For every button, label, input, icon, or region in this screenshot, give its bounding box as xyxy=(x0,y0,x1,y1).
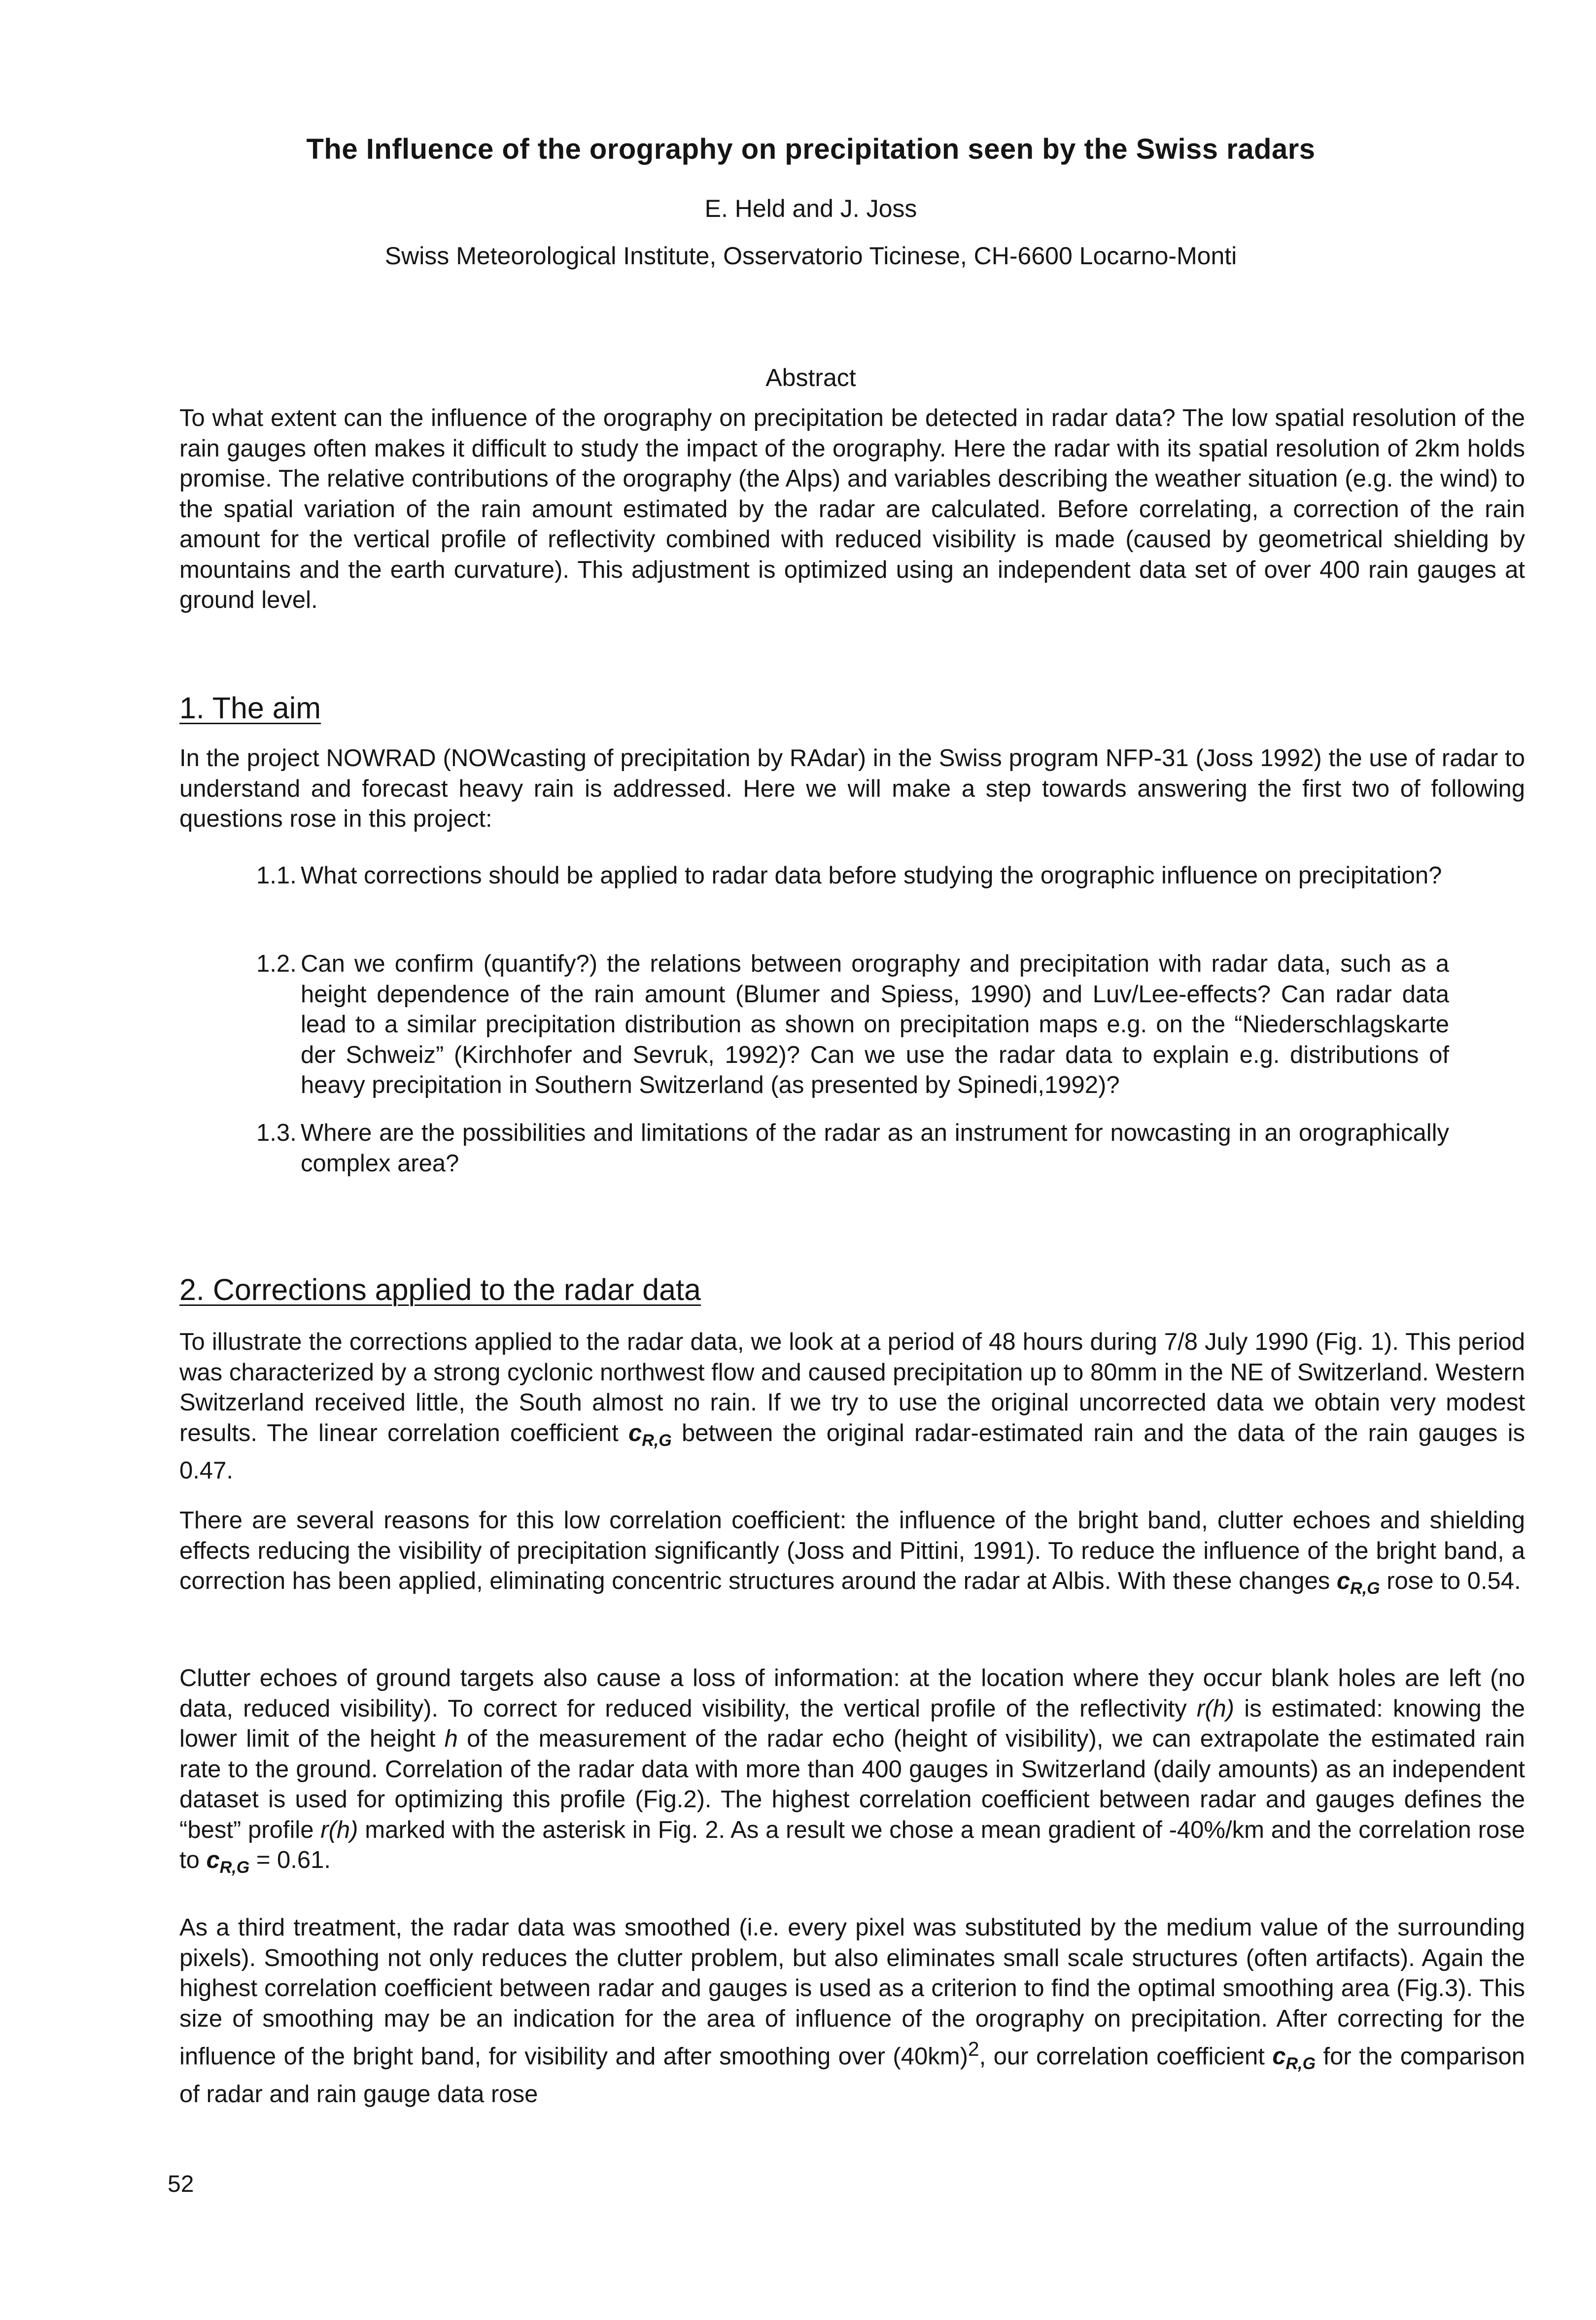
question-1-1 xyxy=(256,861,1449,891)
section-1-heading: 1. The aim xyxy=(179,691,321,725)
correlation-symbol: $c_{R,G}$ xyxy=(206,1847,250,1877)
question-text: Where are the possibilities and limitations of the radar as an instrument for nowcasting in an orographically complex area? xyxy=(301,1120,1449,1177)
section-2-heading: 2. Corrections applied to the radar data xyxy=(179,1273,701,1306)
section-1-intro: In the project NOWRAD (NOWcasting of precipitation by RAdar) in the Swiss program NFP-31 (Joss 1992) the use of radar to understand and forecast heavy rain is addressed. Here we will make a step towards answering the first two of following questions rose in this project: xyxy=(179,745,1525,832)
question-number: 1.2. xyxy=(256,950,297,977)
paper-title: The Influence of the orography on precipitation seen by the Swiss radars xyxy=(306,133,1316,165)
question-1-3 xyxy=(256,1118,1449,1179)
abstract-text: To what extent can the influence of the orography on precipitation be detected in radar data? The low spatial resolution of the rain gauges often makes it difficult to study the impact of the orography. Here the radar with its spatial resolution of 2km holds promise. The relative contributions of the orography (the Alps) and variables describing the weather situation (e.g. the wind) to the spatial variation of the rain amount estimated by the radar are calculated. Before correlating, a correction of the rain amount for the vertical profile of reflectivity combined with reduced visibility is made (caused by geometrical shielding by mountains and the earth curvature). This adjustment is optimized using an independent data set of over 400 rain gauges at ground level. xyxy=(179,405,1525,613)
question-1-2 xyxy=(256,949,1449,1101)
question-number: 1.3. xyxy=(256,1120,297,1146)
section-2-paragraph-4: As a third treatment, the radar data was smoothed (i.e. every pixel was substituted by the medium value of the surrounding pixels). Smoothing not only reduces the clutter problem, but also eliminates small scale structures (often artifacts). Again the highest correlation coefficient between radar and gauges is used as a criterion to find the optimal smoothing area (Fig.3). This size of smoothing may be an indication for the area of influence of the orography on precipitation. After correcting for the influence of the bright band, for visibility and after smoothing over $(40km)^2$, our correlation coefficient $c_{R,G}$ for the comparison of radar and rain gauge data rose xyxy=(179,1914,1526,2108)
question-number: 1.1. xyxy=(256,862,297,889)
section-2-paragraph-1: To illustrate the corrections applied to the radar data, we look at a period of 48 hours during 7/8 July 1990 (Fig. 1). This period was characterized by a strong cyclonic northwest flow and caused precipitation up to 80mm in the NE of Switzerland. Western Switzerland received little, the South almost no rain. If we try to use the original uncorrected data we obtain very modest results. The linear correlation coefficient $c_{R,G}$ between the original radar-estimated rain and the data of the rain gauges is 0.47. xyxy=(179,1329,1525,1484)
correlation-symbol: $c_{R,G}$ xyxy=(628,1419,672,1450)
paper-affiliation: Swiss Meteorological Institute, Osservatorio Ticinese, CH-6600 Locarno-Monti xyxy=(384,242,1237,270)
correlation-symbol: $c_{R,G}$ xyxy=(1272,2043,1316,2074)
page-number: 52 xyxy=(168,2171,194,2197)
question-text: Can we confirm (quantify?) the relations between orography and precipitation with radar data, such as a height dependence of the rain amount (Blumer and Spiess, 1990) and Luv/Lee-effects? Can radar data lead to a similar precipitation distribution as shown on precipitation maps e.g. on the “Niederschlagskarte der Schweiz” (Kirchhofer and Sevruk, 1992)? Can we use the radar data to explain e.g. distributions of heavy precipitation in Southern Switzerland (as presented by Spinedi,1992)? xyxy=(301,950,1449,1098)
section-2-paragraph-2: There are several reasons for this low correlation coefficient: the influence of the bright band, clutter echoes and shielding effects reducing the visibility of precipitation significantly (Joss and Pittini, 1991). To reduce the influence of the bright band, a correction has been applied, eliminating concentric structures around the radar at Albis. With these changes $c_{R,G}$ rose to 0.54. xyxy=(179,1507,1525,1598)
abstract-heading: Abstract xyxy=(765,364,856,391)
section-2-paragraph-3: Clutter echoes of ground targets also cause a loss of information: at the location where they occur blank holes are left (no data, reduced visibility). To correct for reduced visibility, the vertical profile of the reflectivity r(h) is estimated: knowing the lower limit of the height h of the measurement of the radar echo (height of visibility), we can extrapolate the estimated rain rate to the ground. Correlation of the radar data with more than 400 gauges in Switzerland (daily amounts) as an independent dataset is used for optimizing this profile (Fig.2). The highest correlation coefficient between radar and gauges defines the “best” profile r(h) marked with the asterisk in Fig. 2. As a result we chose a mean gradient of -40%/km and the correlation rose to $c_{R,G} = 0.61$. xyxy=(179,1665,1526,1877)
question-text: What corrections should be applied to radar data before studying the orographic influence on precipitation? xyxy=(301,862,1442,889)
paper-authors: E. Held and J. Joss xyxy=(704,195,917,222)
correlation-symbol: $c_{R,G}$ xyxy=(1336,1568,1380,1598)
